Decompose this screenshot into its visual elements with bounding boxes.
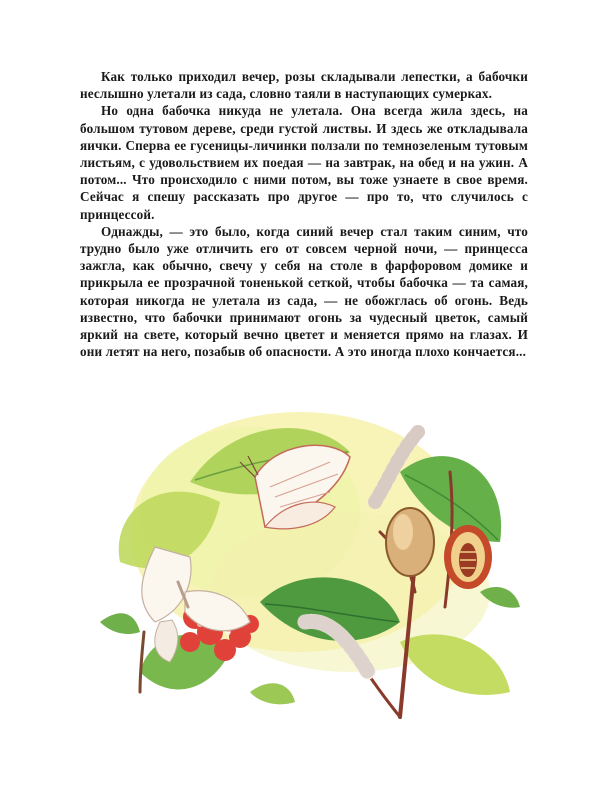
- cocoon: [386, 508, 434, 576]
- leaf-bottom-right: [400, 634, 510, 695]
- paragraph-1: Как только приходил вечер, розы складывали лепестки, а бабочки неслышно улетали из сада, словно таяли в наступающих сумерках.: [80, 69, 528, 102]
- paragraph-2: Но одна бабочка никуда не улетала. Она всегда жила здесь, на большом тутовом дереве, среди густой листвы. И здесь же откладывала яички. Сперва ее гусеницы-личинки ползали по темнозеленым тутовым листьям, с удовольствием их поедая — на завтрак, на обед и на ужин. А потом... Что происходило с ними потом, вы тоже узнаете в свое время. Сейчас я спешу рассказать про другое — про то, что случилось с принцессой.: [80, 103, 528, 222]
- opened-cocoon: [444, 525, 492, 589]
- silk-moth-illustration: [100, 392, 530, 722]
- story-text: [80, 68, 528, 360]
- paragraph-3: Однажды, — это было, когда синий вечер стал таким синим, что трудно было уже отличить его от совсем черной ночи, — принцесса зажгла, как обычно, свечу у себя на столе в фарфоровом домике и прикрыла ее прозрачной тоненькой сеткой, чтобы бабочка — та самая, которая никогда не улетала из сада, — не обожглась об огонь. Ведь известно, что бабочки принимают огонь за чудесный цветок, самый яркий на свете, который вечно цветет и меняется прямо на глазах. И они летят на него, позабыв об опасности. А это иногда плохо кончается...: [80, 223, 528, 360]
